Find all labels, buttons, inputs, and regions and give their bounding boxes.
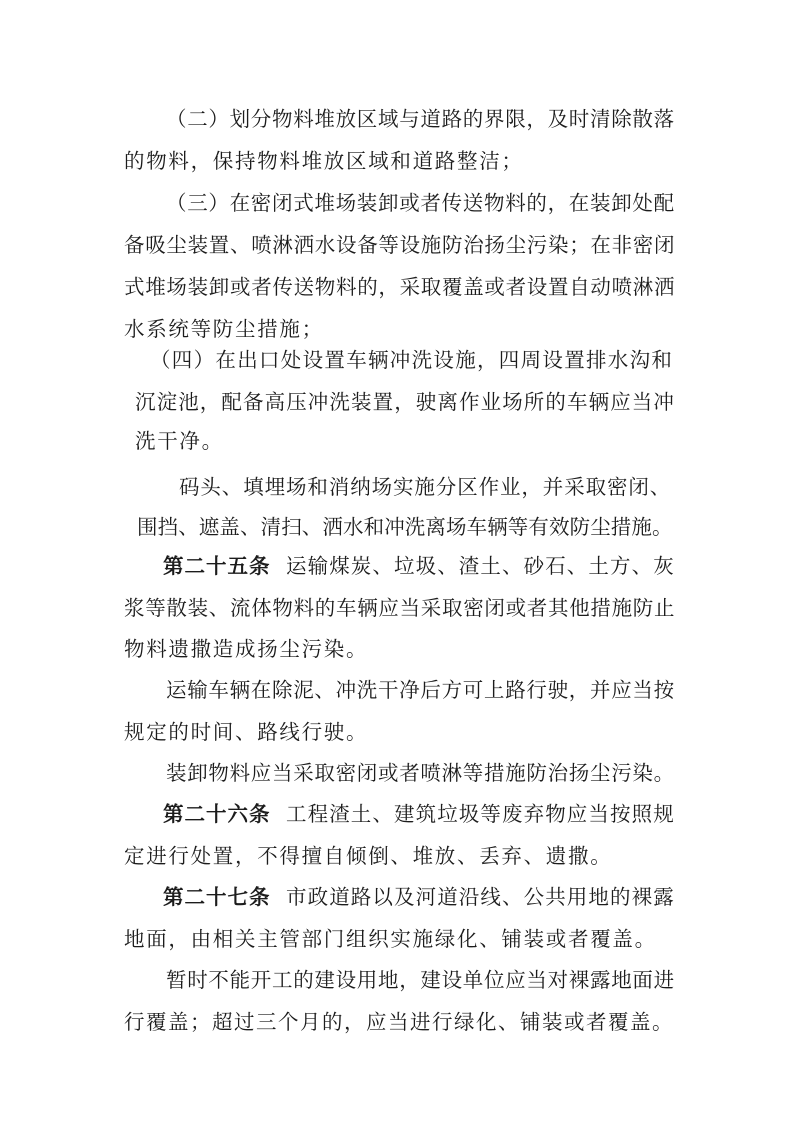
article-25-line-1: 运输煤炭、垃圾、渣土、砂石、土方、灰: [286, 554, 675, 578]
paragraph-terminal-line-2: 围挡、遮盖、清扫、洒水和冲洗离场车辆等有效防尘措施。: [137, 515, 673, 539]
paragraph-item-3-line-2: 备吸尘装置、喷淋洒水设备等设施防治扬尘污染；在非密闭: [124, 233, 676, 257]
paragraph-item-3-line-4: 水系统等防尘措施；: [124, 317, 324, 341]
paragraph-item-2-line-2: 的物料，保持物料堆放区域和道路整洁；: [124, 149, 524, 173]
article-25-line-2: 浆等散装、流体物料的车辆应当采取密闭或者其他措施防止: [124, 596, 676, 620]
article-26-heading: 第二十六条: [163, 802, 271, 826]
paragraph-vehicles-line-1: 运输车辆在除泥、冲洗干净后方可上路行驶，并应当按: [166, 678, 675, 702]
paragraph-terminal-line-1: 码头、填埋场和消纳场实施分区作业，并采取密闭、: [179, 475, 672, 499]
paragraph-vehicles-line-2: 规定的时间、路线行驶。: [124, 720, 369, 744]
paragraph-temporary-land-line-2: 行覆盖；超过三个月的，应当进行绿化、铺装或者覆盖。: [124, 1010, 674, 1034]
article-27-line-1: 市政道路以及河道沿线、公共用地的裸露: [286, 885, 675, 909]
paragraph-temporary-land-line-1: 暂时不能开工的建设用地，建设单位应当对裸露地面进: [166, 968, 675, 992]
paragraph-item-3-line-3: 式堆场装卸或者传送物料的，采取覆盖或者设置自动喷淋洒: [124, 275, 676, 299]
article-26-line-1: 工程渣土、建筑垃圾等废弃物应当按照规: [286, 802, 675, 826]
paragraph-item-4-line-2: 沉淀池，配备高压冲洗装置，驶离作业场所的车辆应当冲: [135, 390, 675, 414]
article-27-heading: 第二十七条: [163, 885, 271, 909]
paragraph-item-2-line-1: （二）划分物料堆放区域与道路的界限，及时清除散落: [166, 107, 675, 131]
article-25-line-3: 物料遗撒造成扬尘污染。: [124, 637, 369, 661]
paragraph-item-3-line-1: （三）在密闭式堆场装卸或者传送物料的，在装卸处配: [166, 191, 675, 215]
article-26-line-2: 定进行处置，不得擅自倾倒、堆放、丢弃、遗撒。: [124, 844, 613, 868]
paragraph-item-4-line-3: 洗干净。: [135, 429, 224, 453]
article-25-heading: 第二十五条: [163, 554, 271, 578]
article-27-line-2: 地面，由相关主管部门组织实施绿化、铺装或者覆盖。: [124, 927, 657, 951]
paragraph-item-4-line-1: （四）在出口处设置车辆冲洗设施，四周设置排水沟和: [150, 348, 674, 372]
paragraph-loading-line-1: 装卸物料应当采取密闭或者喷淋等措施防治扬尘污染。: [166, 761, 675, 785]
